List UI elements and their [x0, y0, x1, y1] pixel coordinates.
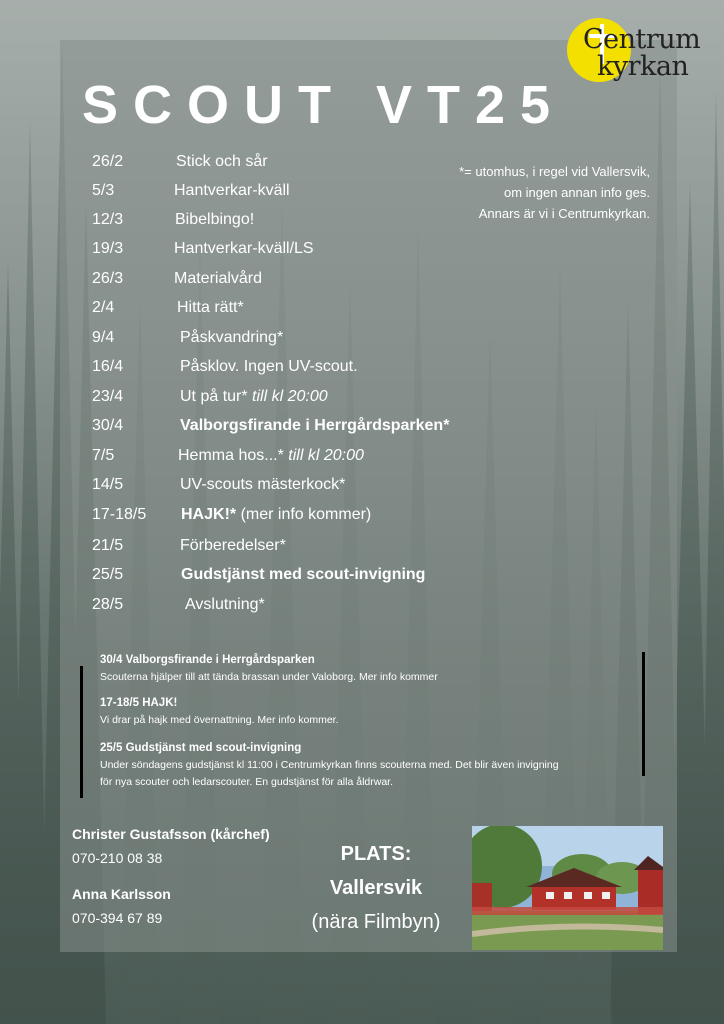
schedule-date: 21/5 — [92, 537, 124, 554]
schedule-event: Bibelbingo! — [175, 211, 255, 228]
schedule-date: 9/4 — [92, 329, 115, 346]
outdoor-note — [400, 161, 650, 224]
info-block — [100, 652, 438, 686]
schedule-date: 2/4 — [92, 299, 115, 316]
event-highlight: Gudstjänst med scout-invigning — [181, 566, 426, 583]
note-line: om ingen annan info ges. — [504, 185, 650, 200]
divider-bar-right — [642, 652, 645, 776]
contact-name: Christer Gustafsson (kårchef) — [72, 826, 270, 842]
logo-line-2: kyrkan — [597, 51, 689, 82]
event-text: Ut på tur* — [180, 388, 248, 405]
contact-name: Anna Karlsson — [72, 886, 171, 902]
schedule-event: Förberedelser* — [180, 537, 286, 554]
info-heading: 17-18/5 HAJK! — [100, 697, 178, 709]
note-line: Annars är vi i Centrumkyrkan. — [478, 206, 650, 221]
schedule-date: 12/3 — [92, 211, 124, 228]
event-text: (mer info kommer) — [236, 506, 372, 523]
schedule-event: UV-scouts mästerkock* — [180, 476, 346, 493]
schedule-date: 30/4 — [92, 417, 124, 434]
schedule-event — [181, 561, 425, 589]
schedule-date: 25/5 — [92, 566, 124, 583]
centrumkyrkan-logo — [567, 16, 717, 88]
schedule-event: Stick och sår — [176, 153, 268, 170]
schedule-event: Materialvård — [174, 270, 263, 287]
location-near: (nära Filmbyn) — [311, 911, 441, 933]
schedule-date: 5/3 — [92, 182, 115, 199]
info-text: Vi drar på hajk med övernattning. Mer info kommer. — [100, 714, 339, 726]
location-place: Vallersvik — [329, 877, 423, 899]
location-label: PLATS: — [340, 843, 412, 865]
event-text: Hemma hos...* — [178, 447, 284, 464]
page-title: SCOUT VT25 — [82, 75, 566, 135]
schedule-date: 17-18/5 — [92, 506, 147, 523]
location — [296, 838, 456, 938]
schedule-date: 23/4 — [92, 388, 124, 405]
schedule-event: Påskvandring* — [180, 329, 284, 346]
info-text: för nya scouter och ledarscouter. En gudstjänst för alla åldrwar. — [100, 776, 393, 788]
schedule-event: Hitta rätt* — [177, 299, 244, 316]
note-line: *= utomhus, i regel vid Vallersvik, — [459, 164, 650, 179]
contact-phone: 070-394 67 89 — [72, 910, 163, 926]
info-heading: 30/4 Valborgsfirande i Herrgårdsparken — [100, 654, 315, 666]
schedule-date: 28/5 — [92, 596, 124, 613]
schedule-date: 7/5 — [92, 447, 115, 464]
info-text: Under söndagens gudstjänst kl 11:00 i Centrumkyrkan finns scouterna med. Det blir även invigning — [100, 759, 559, 771]
event-highlight: HAJK!* — [181, 506, 237, 523]
schedule-date: 26/3 — [92, 270, 124, 287]
vallersvik-photo — [472, 826, 663, 950]
contact-phone: 070-210 08 38 — [72, 850, 163, 866]
schedule-event: Hantverkar-kväll — [174, 182, 290, 199]
schedule-event — [180, 412, 449, 440]
logo-line-1: Centrum — [583, 24, 701, 55]
event-time-note: till kl 20:00 — [288, 447, 364, 464]
logo-text — [583, 26, 700, 80]
schedule-event: Hantverkar-kväll/LS — [174, 240, 314, 257]
schedule-date: 16/4 — [92, 358, 124, 375]
info-block — [100, 740, 559, 791]
contacts — [72, 822, 270, 930]
schedule-event — [180, 383, 328, 411]
info-block — [100, 695, 339, 729]
schedule-event — [181, 501, 371, 529]
divider-bar-left — [80, 666, 83, 798]
schedule-event: Påsklov. Ingen UV-scout. — [180, 358, 358, 375]
schedule-event — [178, 442, 364, 470]
schedule-date: 19/3 — [92, 240, 124, 257]
info-text: Scouterna hjälper till att tända brassan under Valoborg. Mer info kommer — [100, 671, 438, 683]
schedule-date: 26/2 — [92, 153, 124, 170]
info-heading: 25/5 Gudstjänst med scout-invigning — [100, 742, 302, 754]
schedule-event: Avslutning* — [185, 596, 265, 613]
event-time-note: till kl 20:00 — [252, 388, 328, 405]
info-section — [80, 652, 645, 802]
schedule-date: 14/5 — [92, 476, 124, 493]
event-highlight: Valborgsfirande i Herrgårdsparken* — [180, 417, 450, 434]
